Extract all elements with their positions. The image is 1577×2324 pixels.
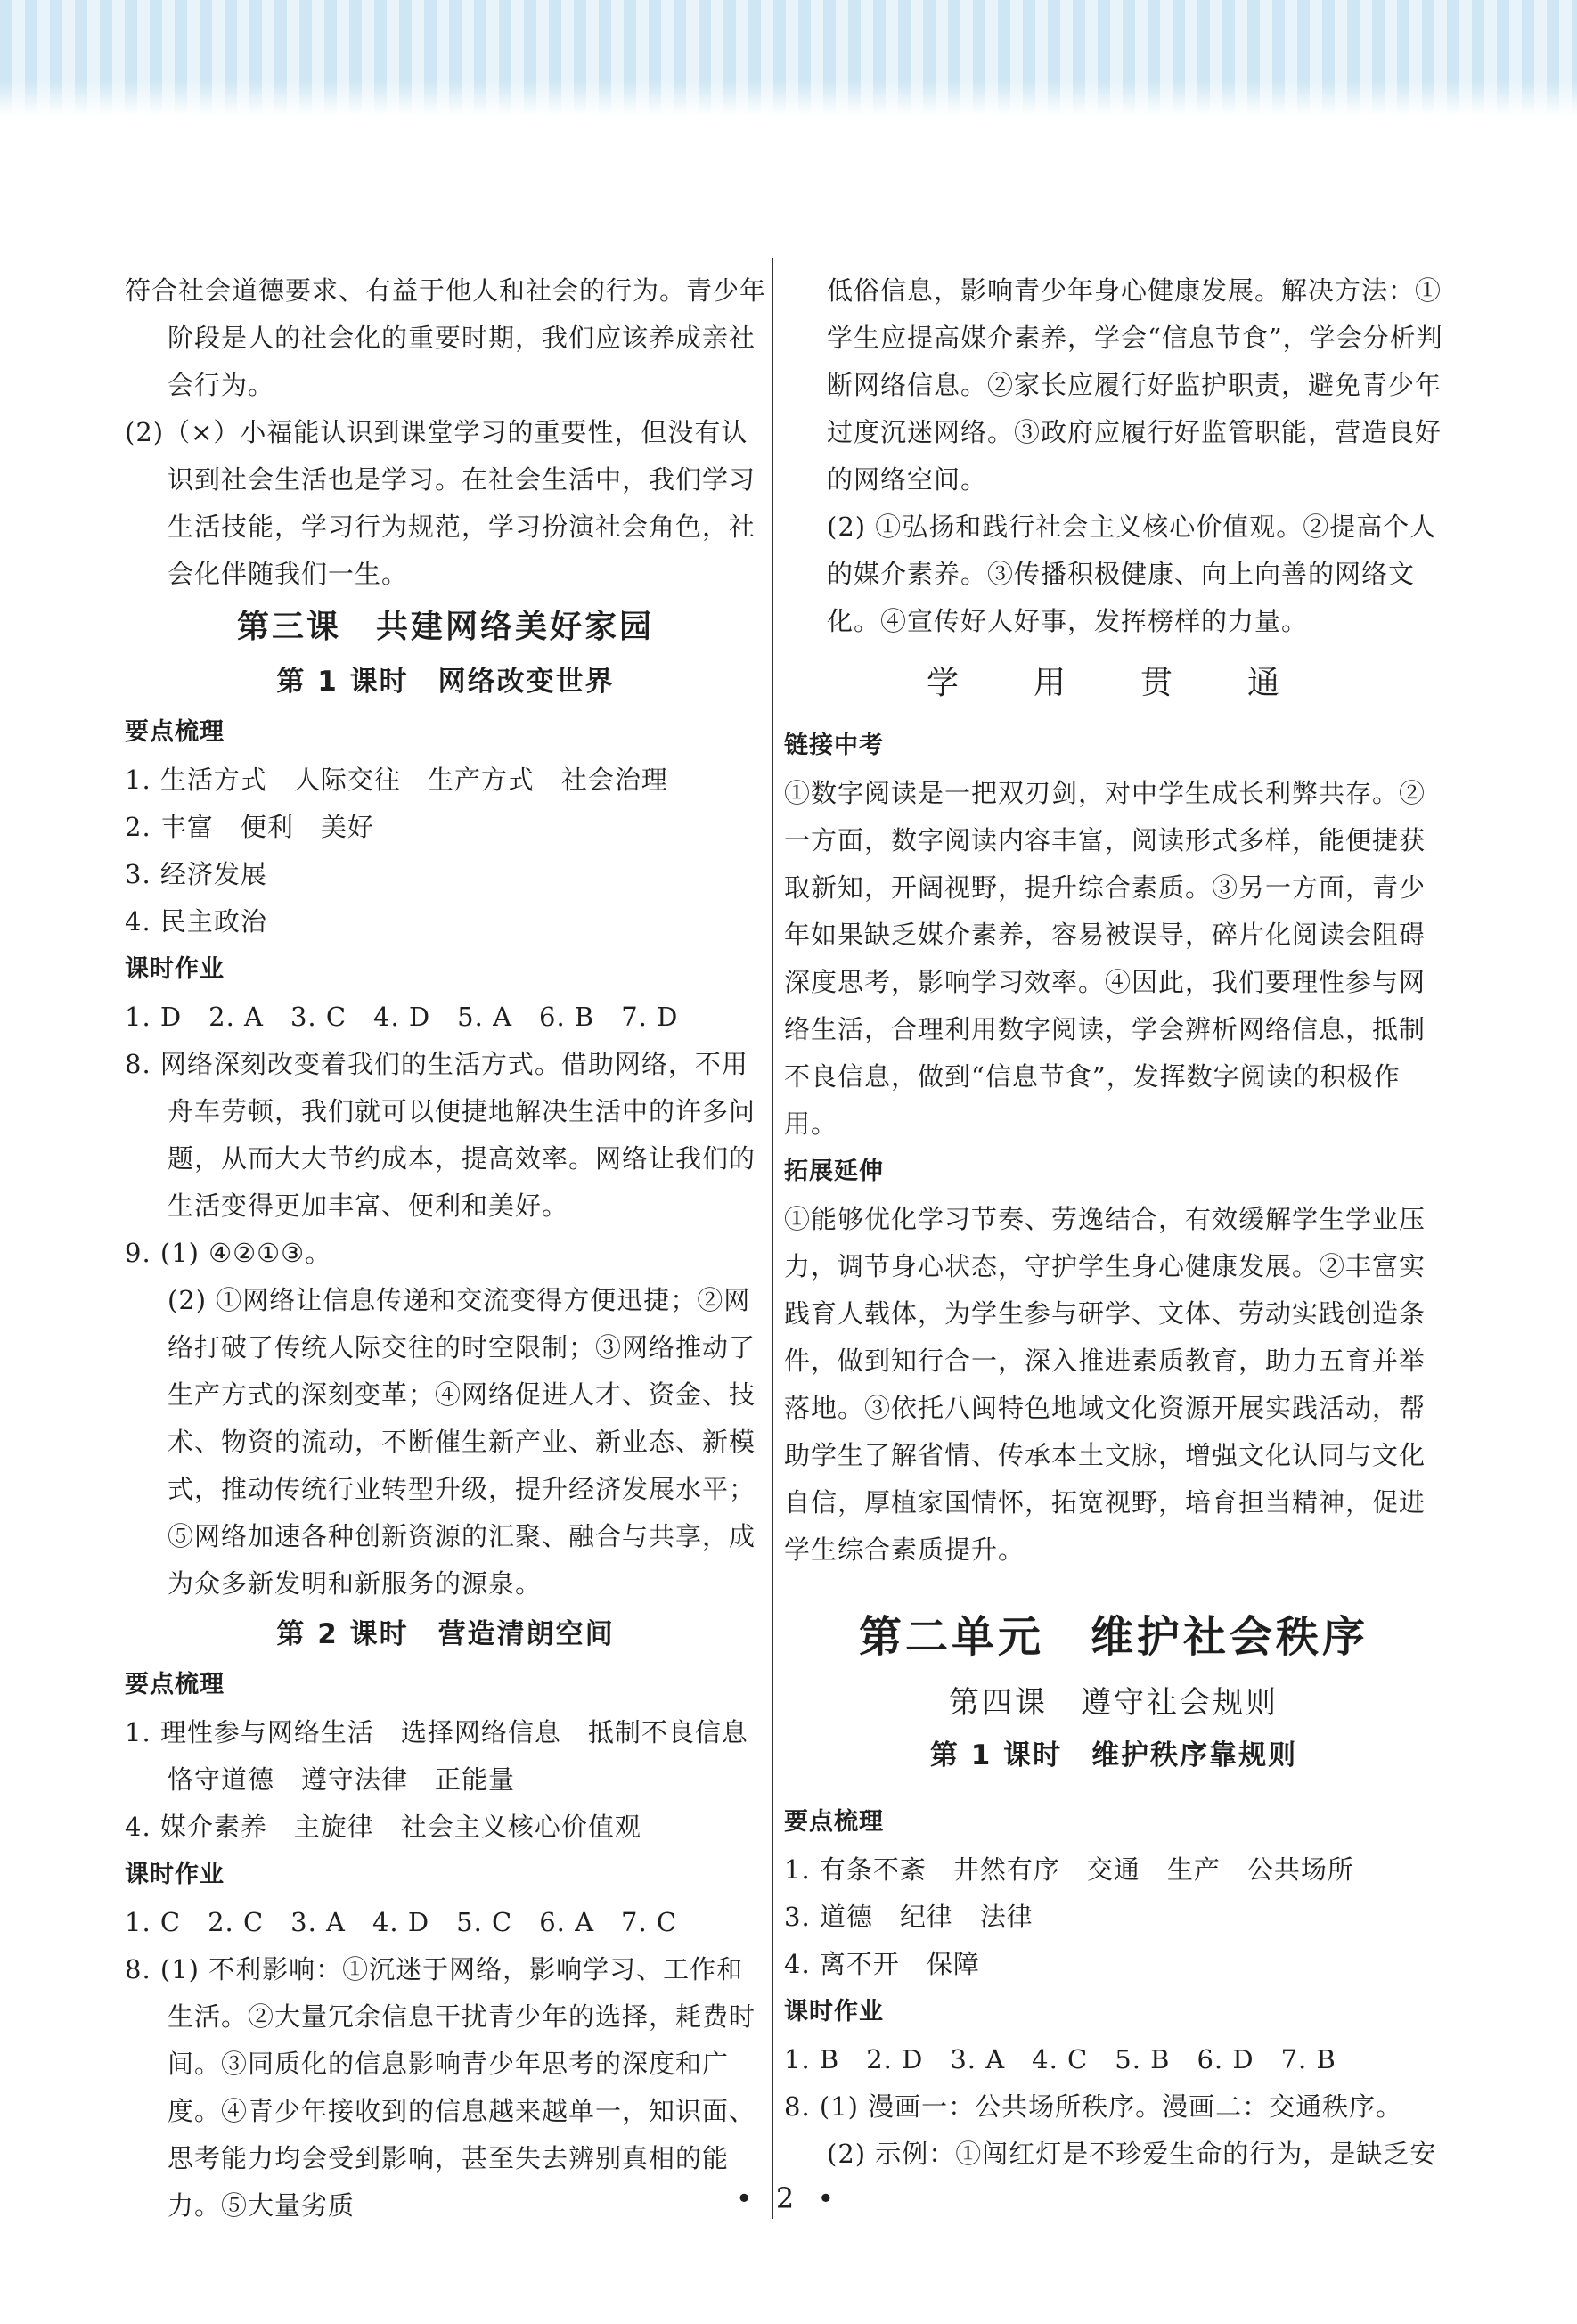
p1-key-points-label: 要点梳理 xyxy=(125,718,225,746)
p4-question-8-part-2: (2) 示例：①闯红灯是不珍爱生命的行为，是缺乏安 xyxy=(827,2139,1437,2169)
p1-choice-answers: 1. D 2. A 3. C 4. D 5. A 6. B 7. D xyxy=(125,1002,679,1032)
p1-question-9-part-1: 9. (1) ④②①③。 xyxy=(125,1238,332,1268)
column-divider xyxy=(772,258,773,2219)
p2-key-points-label: 要点梳理 xyxy=(125,1671,225,1698)
p1-homework-label: 课时作业 xyxy=(125,955,225,983)
p4-homework-label: 课时作业 xyxy=(784,1998,884,2025)
page-number: • 2 • xyxy=(735,2181,842,2215)
p2-point-1-continued: 恪守道德 遵守法律 正能量 xyxy=(168,1764,516,1795)
p1-point-2: 2. 丰富 便利 美好 xyxy=(125,812,374,842)
p2-question-8: 8. (1) 不利影响：①沉迷于网络，影响学习、工作和生活。②大量冗余信息干扰青少年的选择，耗费时间。③同质化的信息影响青少年思考的深度和广度。④青少年接收到的信息越来越单一，知识面、思考能力均会受到影响，甚至失去辨别真相的能力。⑤大量劣质 xyxy=(125,1954,756,2221)
right-column xyxy=(784,267,1443,2178)
p4-key-points-label: 要点梳理 xyxy=(784,1808,884,1836)
p4-point-3: 3. 道德 纪律 法律 xyxy=(784,1902,1034,1932)
extension-text: ①能够优化学习节奏、劳逸结合，有效缓解学生学业压力，调节身心状态，守护学生身心健康发展。②丰富实践育人载体，为学生参与研学、文体、劳动实践创造条件，做到知行合一，深入推进素质教育，助力五育并举落地。③依托八闽特色地域文化资源开展实践活动，帮助学生了解省情、传承本土文脉，增强文化认同与文化自信，厚植家国情怀，拓宽视野，培育担当精神，促进学生综合素质提升。 xyxy=(784,1204,1426,1565)
lesson-3-title: 第三课 共建网络美好家园 xyxy=(236,608,654,645)
link-zhongkao-label: 链接中考 xyxy=(784,732,884,759)
p4-question-8-part-1: 8. (1) 漫画一：公共场所秩序。漫画二：交通秩序。 xyxy=(784,2091,1403,2122)
p4-choice-answers: 1. B 2. D 3. A 4. C 5. B 6. D 7. B xyxy=(784,2044,1336,2074)
period-1-title: 第 1 课时 网络改变世界 xyxy=(276,666,615,698)
unit-2-title: 第二单元 维护社会秩序 xyxy=(858,1612,1369,1662)
continued-answer-paragraph: 低俗信息，影响青少年身心健康发展。解决方法：①学生应提高媒介素养，学会“信息节食”，学会分析判断网络信息。②家长应履行好监护职责，避免青少年过度沉迷网络。③政府应履行好监管职能，营造良好的网络空间。 xyxy=(827,275,1443,495)
p1-point-4: 4. 民主政治 xyxy=(125,906,267,937)
p1-question-9-part-2: (2) ①网络让信息传递和交流变得方便迅捷；②网络打破了传统人际交往的时空限制；③网络推动了生产方式的深刻变革；④网络促进人才、资金、技术、物资的流动，不断催生新产业、新业态、新模式，推动传统行业转型升级，提升经济发展水平；⑤网络加速各种创新资源的汇聚、融合与共享，成为众多新发明和新服务的源泉。 xyxy=(168,1285,756,1599)
extension-label: 拓展延伸 xyxy=(784,1158,884,1185)
intro-paragraph-2: (2)（×）小福能认识到课堂学习的重要性，但没有认识到社会生活也是学习。在社会生活中，我们学习生活技能，学习行为规范，学习扮演社会角色，社会化伴随我们一生。 xyxy=(125,417,756,589)
p2-point-1: 1. 理性参与网络生活 选择网络信息 抵制不良信息 xyxy=(125,1717,748,1747)
p4-point-4: 4. 离不开 保障 xyxy=(784,1949,980,1979)
link-zhongkao-text: ①数字阅读是一把双刃剑，对中学生成长利弊共存。②一方面，数字阅读内容丰富，阅读形式多样，能便捷获取新知，开阔视野，提升综合素质。③另一方面，青少年如果缺乏媒介素养，容易被误导，碎片化阅读会阻碍深度思考，影响学习效率。④因此，我们要理性参与网络生活，合理利用数字阅读，学会辨析网络信息，抵制不良信息，做到“信息节食”，发挥数字阅读的积极作用。 xyxy=(784,778,1426,1139)
p2-choice-answers: 1. C 2. C 3. A 4. D 5. C 6. A 7. C xyxy=(125,1907,678,1937)
p2-homework-label: 课时作业 xyxy=(125,1861,225,1888)
p1-point-3: 3. 经济发展 xyxy=(125,859,267,889)
p1-point-1: 1. 生活方式 人际交往 生产方式 社会治理 xyxy=(125,765,668,795)
header-banner-fade xyxy=(0,80,1577,116)
period-2-title: 第 2 课时 营造清朗空间 xyxy=(276,1618,615,1650)
lesson-4-period-1-title: 第 1 课时 维护秩序靠规则 xyxy=(929,1739,1298,1772)
xueyong-guantong-title: 学 用 贯 通 xyxy=(926,665,1301,701)
p1-question-8: 8. 网络深刻改变着我们的生活方式。借助网络，不用舟车劳顿，我们就可以便捷地解决生活中的许多问题，从而大大节约成本，提高效率。网络让我们的生活变得更加丰富、便利和美好。 xyxy=(125,1049,756,1221)
p2-point-4: 4. 媒介素养 主旋律 社会主义核心价值观 xyxy=(125,1812,641,1842)
continued-answer-part-2: (2) ①弘扬和践行社会主义核心价值观。②提高个人的媒介素养。③传播积极健康、向上向善的网络文化。④宣传好人好事，发挥榜样的力量。 xyxy=(827,511,1437,636)
p4-point-1: 1. 有条不紊 井然有序 交通 生产 公共场所 xyxy=(784,1854,1354,1885)
left-column xyxy=(125,267,766,2230)
lesson-4-title: 第四课 遵守社会规则 xyxy=(949,1685,1279,1721)
intro-paragraph-1: 符合社会道德要求、有益于他人和社会的行为。青少年阶段是人的社会化的重要时期，我们应该养成亲社会行为。 xyxy=(125,275,767,400)
